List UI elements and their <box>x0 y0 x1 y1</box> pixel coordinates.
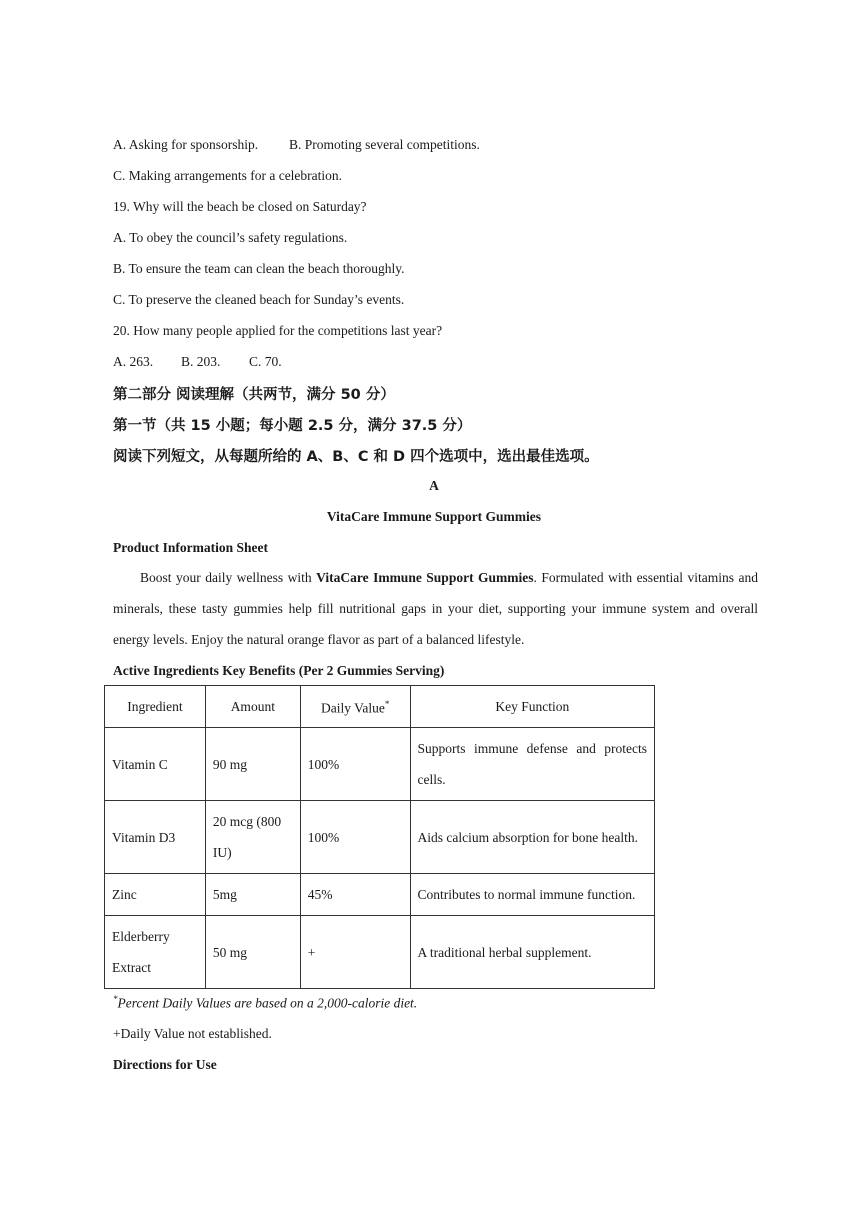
cell-amount: 20 mcg (800 IU) <box>205 801 300 874</box>
cell-amount: 5mg <box>205 874 300 916</box>
table-row <box>105 874 655 916</box>
q20-option-a: A. 263. <box>113 354 154 369</box>
cell-daily-value: 45% <box>300 874 410 916</box>
q20-question: 20. How many people applied for the competitions last year? <box>113 323 443 338</box>
header-daily-value-label: Daily Value <box>320 700 385 716</box>
section-title: 第一节（共 15 小题；每小题 2.5 分，满分 37.5 分） <box>113 418 472 434</box>
q19-option-c: C. To preserve the cleaned beach for Sunday’s events. <box>113 292 405 307</box>
cell-daily-value: + <box>300 916 410 989</box>
table-heading: Active Ingredients Key Benefits (Per 2 Gummies Serving) <box>113 663 445 678</box>
intro-before: Boost your daily wellness with <box>140 570 317 585</box>
cell-daily-value: 100% <box>300 728 410 801</box>
intro-after: . Formulated with essential vitamins and minerals, these tasty gummies help fill nutritional gaps in your diet, supporting your immune system and overall energy levels. Enjoy the natural orange flavor as part of a balanced lifestyle. <box>113 570 758 647</box>
q20-options-row <box>113 354 282 370</box>
header-amount: Amount <box>205 686 300 728</box>
q20-option-b: B. 203. <box>181 354 221 369</box>
cell-key-function: Supports immune defense and protects cells. <box>410 728 654 801</box>
q19-option-b: B. To ensure the team can clean the beach thoroughly. <box>113 261 405 276</box>
footnote <box>113 994 417 1012</box>
passage-letter: A <box>429 478 439 493</box>
cell-amount: 50 mg <box>205 916 300 989</box>
instruction: 阅读下列短文，从每题所给的 A、B、C 和 D 四个选项中，选出最佳选项。 <box>113 449 599 465</box>
cell-ingredient: Elderberry Extract <box>105 916 206 989</box>
q18-option-b: B. Promoting several competitions. <box>289 137 480 152</box>
sheet-heading: Product Information Sheet <box>113 540 268 555</box>
header-key-function: Key Function <box>410 686 654 728</box>
cell-key-function: Aids calcium absorption for bone health. <box>410 801 654 874</box>
q18-options-row-1 <box>113 137 480 153</box>
intro-product-name: VitaCare Immune Support Gummies <box>316 570 534 585</box>
header-daily-value <box>300 686 410 728</box>
intro-paragraph <box>113 562 758 655</box>
q18-option-a: A. Asking for sponsorship. <box>113 137 259 152</box>
daily-value-asterisk: * <box>384 699 390 710</box>
ingredients-table <box>104 685 655 989</box>
table-row <box>105 728 655 801</box>
q18-option-c: C. Making arrangements for a celebration. <box>113 168 343 183</box>
q20-option-c: C. 70. <box>249 354 282 369</box>
cell-ingredient: Vitamin D3 <box>105 801 206 874</box>
directions-heading: Directions for Use <box>113 1057 217 1072</box>
cell-ingredient: Vitamin C <box>105 728 206 801</box>
cell-ingredient: Zinc <box>105 874 206 916</box>
table-header-row <box>105 686 655 728</box>
cell-amount: 90 mg <box>205 728 300 801</box>
footnote-text: Percent Daily Values are based on a 2,000-calorie diet. <box>117 995 418 1011</box>
footnote-asterisk: * <box>113 994 118 1004</box>
q19-option-a: A. To obey the council’s safety regulations. <box>113 230 348 245</box>
plus-note: +Daily Value not established. <box>113 1026 272 1041</box>
q19-question: 19. Why will the beach be closed on Saturday? <box>113 199 367 214</box>
cell-key-function: A traditional herbal supplement. <box>410 916 654 989</box>
table-row <box>105 801 655 874</box>
header-ingredient: Ingredient <box>105 686 206 728</box>
part-title: 第二部分 阅读理解（共两节，满分 50 分） <box>113 387 395 403</box>
table-row <box>105 916 655 989</box>
passage-title: VitaCare Immune Support Gummies <box>326 509 542 524</box>
cell-daily-value: 100% <box>300 801 410 874</box>
cell-key-function: Contributes to normal immune function. <box>410 874 654 916</box>
